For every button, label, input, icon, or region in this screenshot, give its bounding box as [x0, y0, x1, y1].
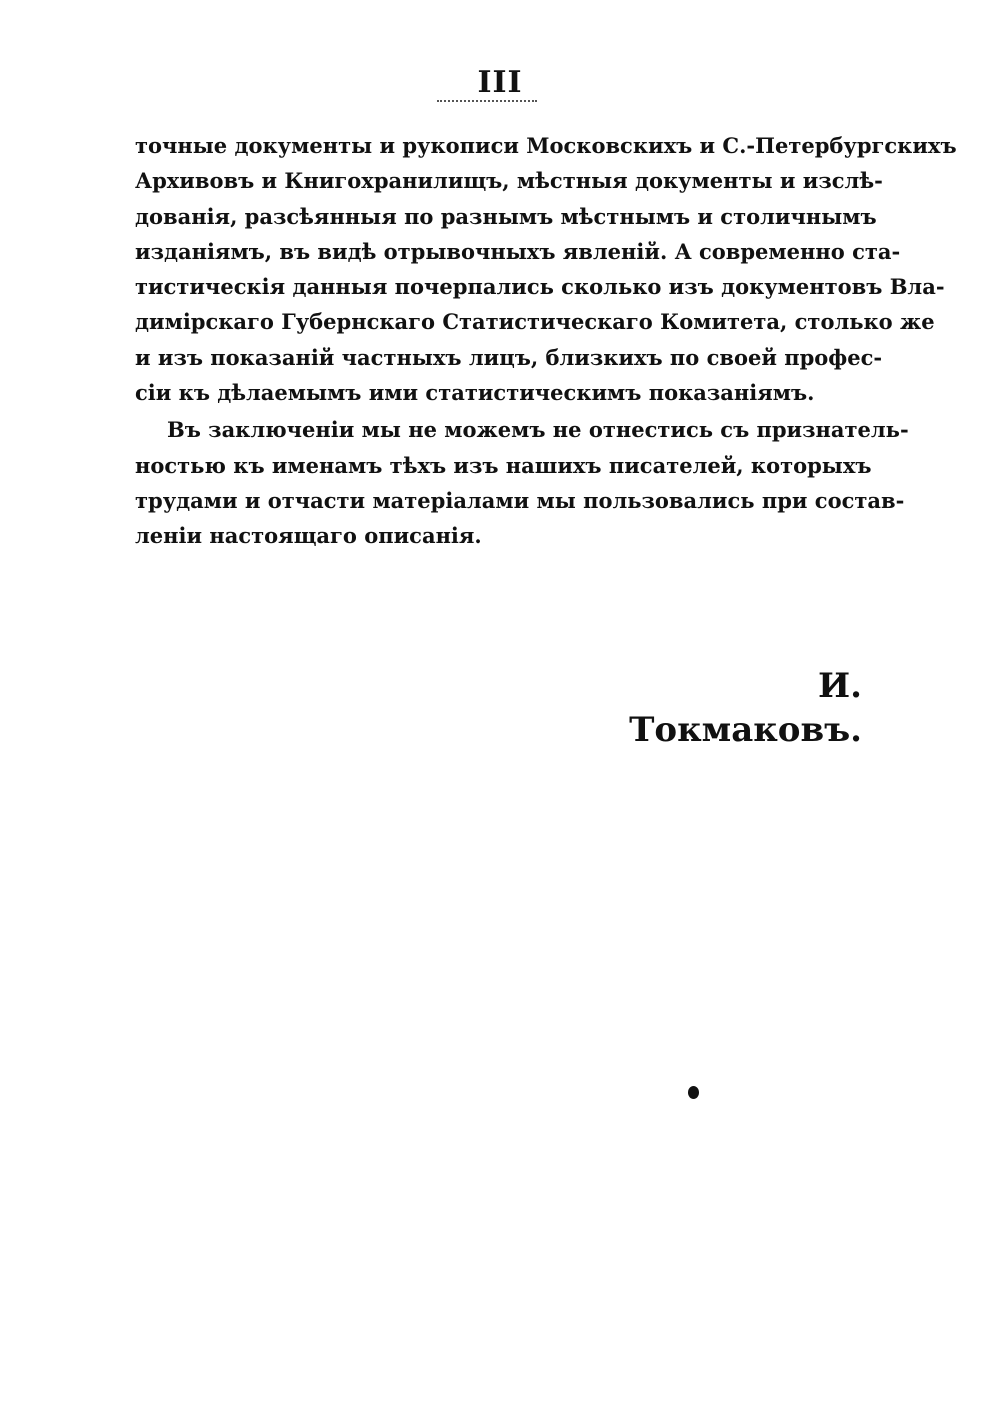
text-line: Въ заключеніи мы не можемъ не отнестись съ признатель-	[167, 417, 909, 443]
text-line: димірскаго Губернскаго Статистическаго Комитета, столько же	[135, 309, 935, 335]
text-line: тистическія данныя почерпались сколько изъ документовъ Вла-	[135, 274, 945, 300]
text-line: ностью къ именамъ тѣхъ изъ нашихъ писателей, которыхъ	[135, 452, 872, 478]
body-text	[135, 128, 957, 554]
header-rule	[437, 100, 537, 104]
text-line: и изъ показаній частныхъ лицъ, близкихъ по своей профес-	[135, 344, 883, 370]
text-line: трудами и отчасти матеріалами мы пользовались при состав-	[135, 487, 905, 513]
paragraph-2	[135, 412, 909, 553]
author-signature: И. Токмаковъ.	[629, 666, 862, 750]
page-number: III	[477, 65, 523, 100]
ink-spot	[688, 1086, 699, 1099]
text-line: леніи настоящаго описанія.	[135, 523, 482, 549]
text-line: дованія, разсѣянныя по разнымъ мѣстнымъ и столичнымъ	[135, 203, 877, 229]
text-line: сіи къ дѣлаемымъ ими статистическимъ показаніямъ.	[135, 380, 815, 406]
paragraph-1	[135, 128, 957, 410]
text-line: Архивовъ и Книгохранилищъ, мѣстныя документы и изслѣ-	[135, 168, 883, 194]
text-line: изданіямъ, въ видѣ отрывочныхъ явленій. А современно ста-	[135, 238, 901, 264]
text-line: точные документы и рукописи Московскихъ и С.-Петербургскихъ	[135, 133, 957, 158]
